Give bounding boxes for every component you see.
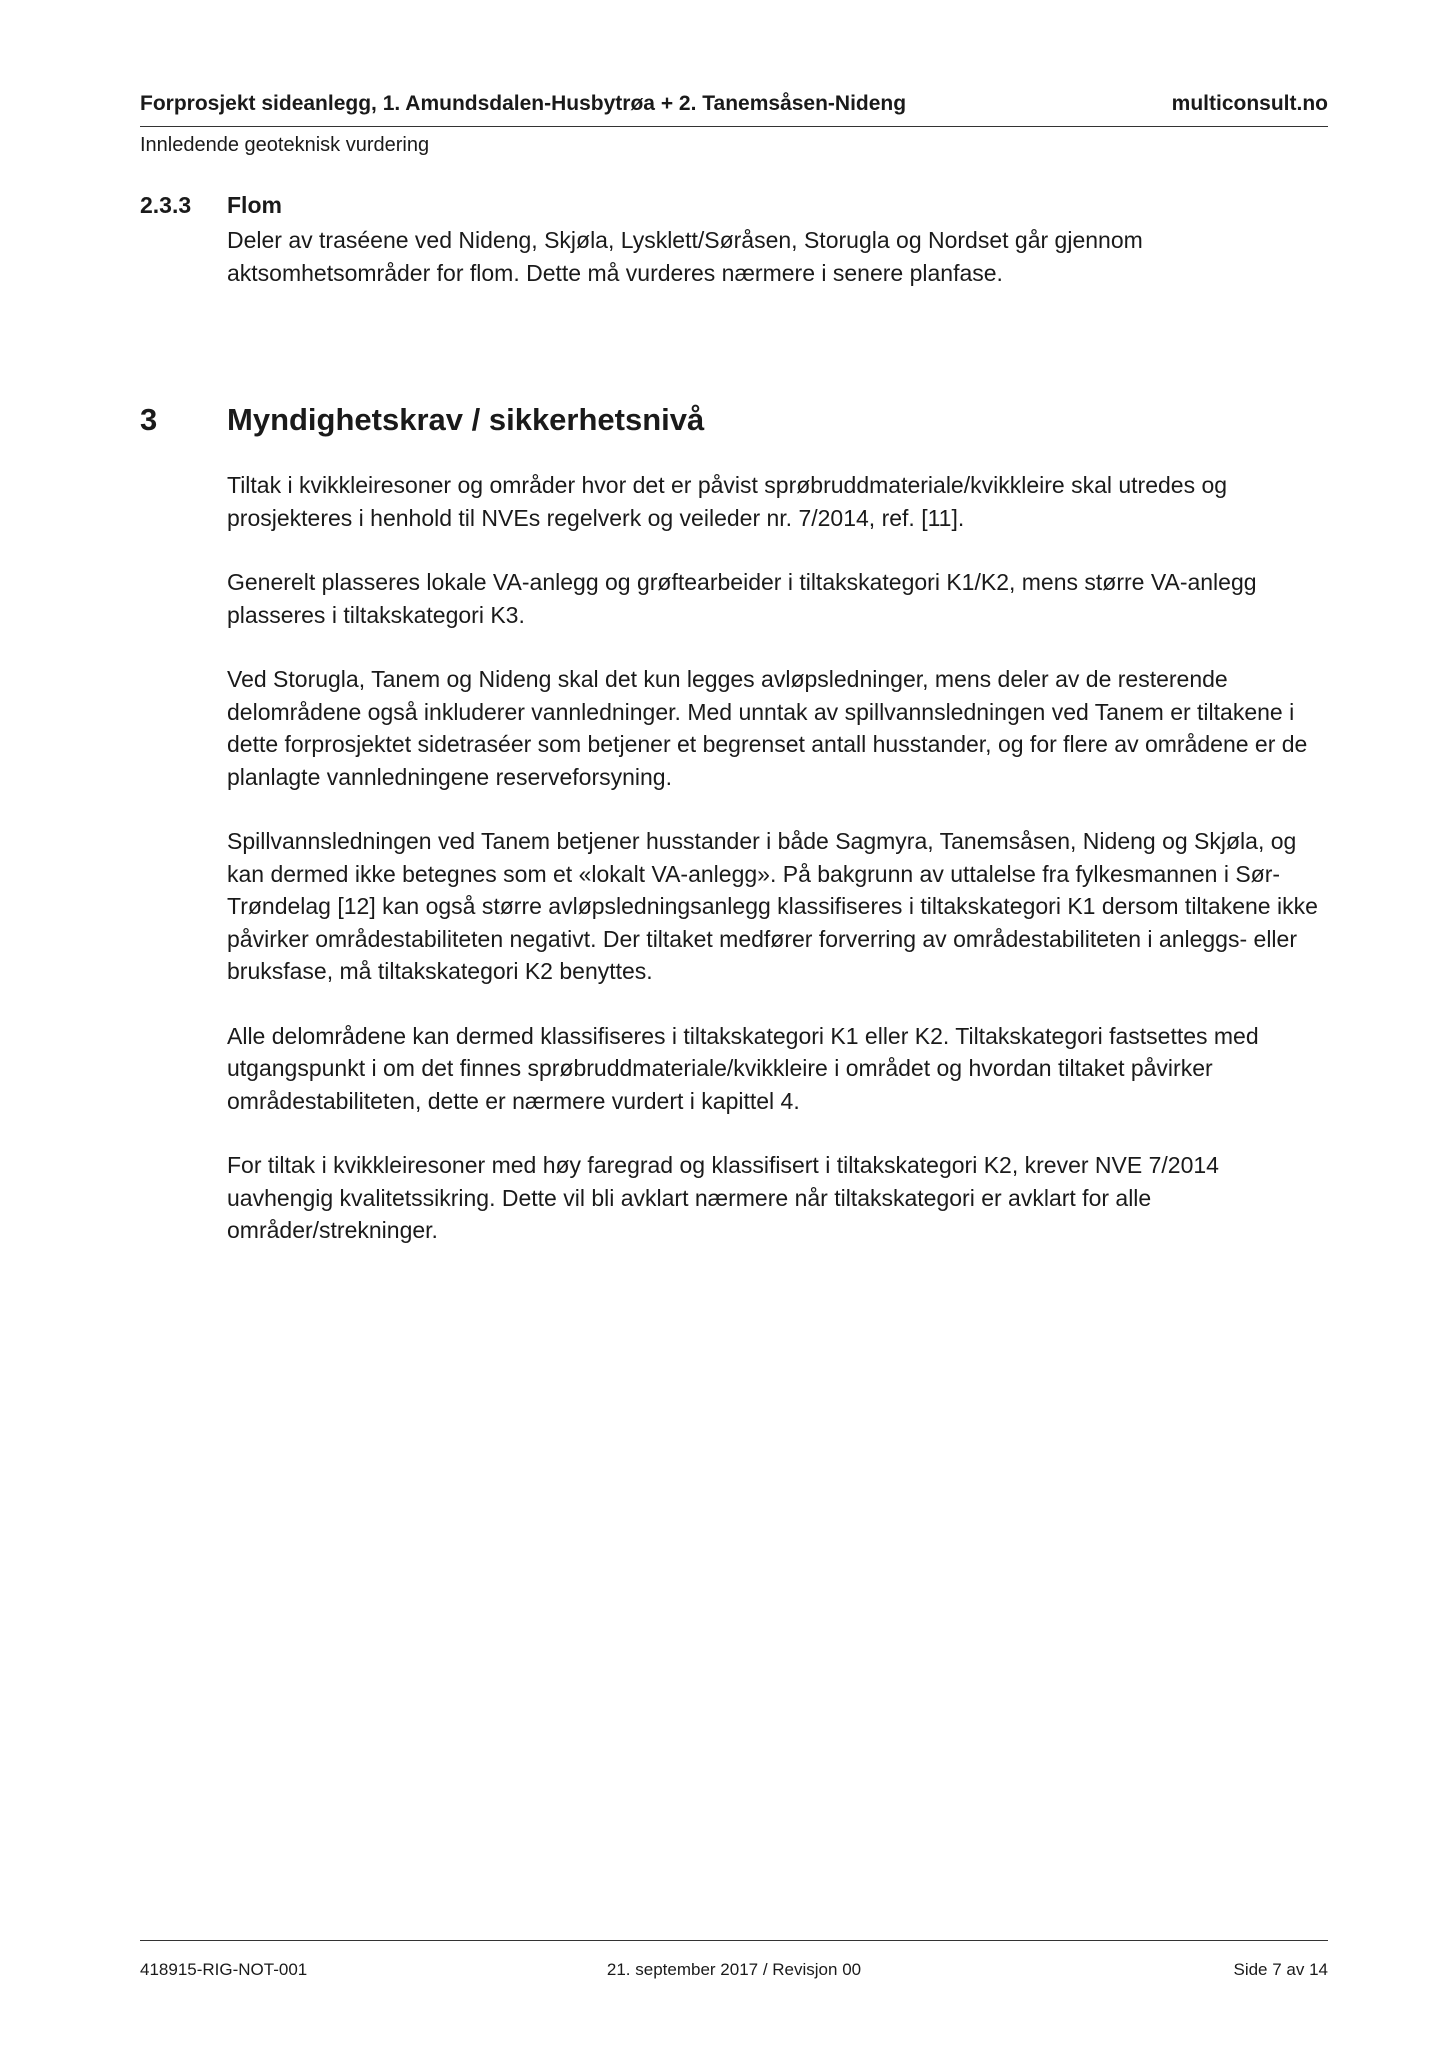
paragraph: Tiltak i kvikkleiresoner og områder hvor det er påvist sprøbruddmateriale/kvikkleire skal utredes og prosjekteres i henhold til NVEs regelverk og veileder nr. 7/2014, ref. [11]. — [227, 472, 1228, 531]
page-number: Side 7 av 14 — [1233, 1960, 1328, 1979]
document-title: Forprosjekt sideanlegg, 1. Amundsdalen-Husbytrøa + 2. Tanemsåsen-Nideng — [140, 92, 907, 115]
section-2-3-3-heading — [140, 188, 1328, 222]
paragraph: Alle delområdene kan dermed klassifiseres i tiltakskategori K1 eller K2. Tiltakskategori fastsettes med utgangspunkt i om det finnes sprøbruddmateriale/kvikkleire i området og hvordan tiltaket påvirker områdestabiliteten, dette er nærmere vurdert i kapittel 4. — [227, 1022, 1259, 1114]
page-header — [140, 90, 1328, 159]
paragraph: Generelt plasseres lokale VA-anlegg og grøftearbeider i tiltakskategori K1/K2, mens større VA-anlegg plasseres i tiltakskategori K3. — [227, 569, 1257, 628]
section-3-heading — [140, 399, 1328, 441]
section-3-body — [227, 469, 1327, 1247]
paragraph: Deler av traséene ved Nideng, Skjøla, Lysklett/Søråsen, Storugla og Nordset går gjennom aktsomhetsområder for flom. Dette må vurderes nærmere i senere planfase. — [227, 227, 1143, 286]
paragraph: Ved Storugla, Tanem og Nideng skal det kun legges avløpsledninger, mens deler av de resterende delområdene også inkluderer vannledninger. Med unntak av spillvannsledningen ved Tanem er tiltakene i dette forprosjektet sidetraséer som betjener et begrenset antall husstander, og for flere av områdene er de planlagte vannledningene reserveforsyning. — [227, 666, 1308, 790]
paragraph: Spillvannsledningen ved Tanem betjener husstander i både Sagmyra, Tanemsåsen, Nideng og Skjøla, og kan dermed ikke betegnes som et «lokalt VA-anlegg». På bakgrunn av uttalelse fra fylkesmannen i Sør-Trøndelag [12] kan også større avløpsledningsanlegg klassifiseres i tiltakskategori K1 dersom tiltakene ikke påvirker områdestabiliteten negativt. Der tiltaket medfører forverring av områdestabiliteten i anleggs- eller bruksfase, må tiltakskategori K2 benyttes. — [227, 828, 1318, 984]
section-title: Flom — [227, 192, 282, 218]
section-number: 2.3.3 — [140, 192, 192, 218]
section-2-3-3-body — [227, 224, 1327, 289]
document-id: 418915-RIG-NOT-001 — [140, 1960, 308, 1979]
date-revision: 21. september 2017 / Revisjon 00 — [606, 1960, 862, 1979]
page-content — [140, 188, 1328, 1279]
document-subtitle: Innledende geoteknisk vurdering — [140, 134, 430, 156]
header-row — [140, 90, 1328, 127]
paragraph: For tiltak i kvikkleiresoner med høy faregrad og klassifisert i tiltakskategori K2, krever NVE 7/2014 uavhengig kvalitetssikring. Dette vil bli avklart nærmere når tiltakskategori er avklart for alle områder/strekninger. — [227, 1152, 1219, 1243]
section-title: Myndighetskrav / sikkerhetsnivå — [227, 402, 705, 437]
page-footer — [140, 1940, 1328, 1981]
brand-link[interactable]: multiconsult.no — [1171, 92, 1328, 115]
section-number: 3 — [140, 402, 158, 437]
